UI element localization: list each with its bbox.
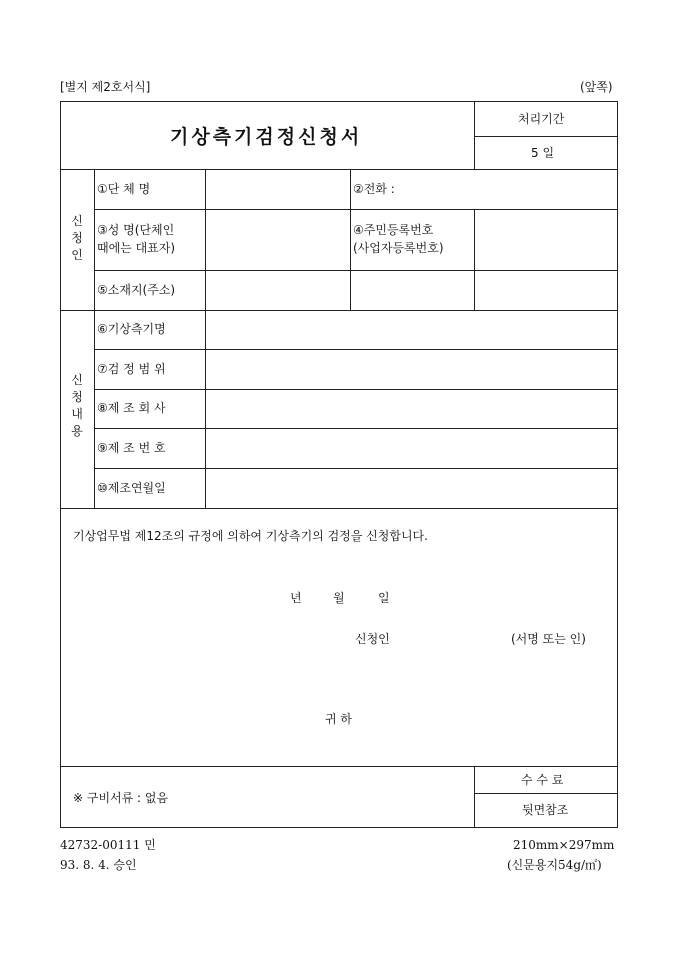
row-line — [94, 209, 618, 210]
serial-number-label: ⑨제 조 번 호 — [97, 441, 166, 455]
address-label: ⑤소재지(주소) — [97, 283, 176, 297]
phone-label: ②전화 : — [353, 182, 395, 196]
row-line — [94, 468, 618, 469]
fee-value: 뒷면참조 — [522, 803, 569, 817]
representative-name-label: ③성 명(단체인 — [97, 223, 175, 237]
row-line — [94, 389, 618, 390]
form-title: 기상측기검정신청서 — [170, 126, 363, 148]
paper-type: (신문용지54g/㎡) — [507, 858, 602, 872]
form-number: [별지 제2호서식] — [60, 80, 151, 94]
row-line — [94, 349, 618, 350]
row-line — [94, 270, 618, 271]
required-documents: ※ 구비서류 : 없음 — [73, 791, 169, 805]
fee-label: 수 수 료 — [521, 773, 564, 787]
period-divider — [474, 136, 618, 137]
row-line — [94, 428, 618, 429]
signature-label: (서명 또는 인) — [511, 632, 586, 646]
footer-line — [60, 766, 618, 767]
manufacture-date-label: ⑩제조연월일 — [97, 481, 166, 495]
form-code: 42732-00111 민 — [60, 838, 156, 852]
section-line — [60, 508, 618, 509]
signer-label: 신청인 — [355, 632, 390, 646]
approval-date: 93. 8. 4. 승인 — [60, 858, 137, 872]
manufacturer-label: ⑧제 조 회 사 — [97, 401, 166, 415]
date-year-label: 년 — [290, 591, 302, 605]
date-day-label: 일 — [378, 591, 390, 605]
applicant-right-divider — [474, 209, 475, 310]
label-divider — [205, 169, 206, 509]
group-name-label: ①단 체 명 — [97, 182, 151, 196]
resident-number-label: ④주민등록번호 — [353, 223, 434, 237]
section-line — [60, 310, 618, 311]
business-number-label: (사업자등록번호) — [353, 241, 444, 255]
processing-period-value: 5 일 — [531, 146, 555, 160]
fee-divider — [474, 766, 475, 828]
title-bottom-line — [60, 169, 618, 170]
applicant-section-label: 신청인 — [71, 214, 83, 262]
instrument-name-label: ⑥기상측기명 — [97, 322, 166, 336]
inspection-range-label: ⑦검 정 범 위 — [97, 362, 166, 376]
declaration-text: 기상업무법 제12조의 규정에 의하여 기상측기의 검정을 신청합니다. — [73, 529, 428, 543]
content-section-label: 신청내용 — [71, 373, 83, 438]
applicant-mid-divider — [350, 169, 351, 310]
date-month-label: 월 — [333, 591, 345, 605]
processing-period-label: 처리기간 — [518, 112, 565, 126]
paper-size: 210mm×297mm — [513, 838, 615, 852]
fee-mid-line — [474, 793, 618, 794]
addressee-label: 귀 하 — [325, 712, 352, 726]
title-divider — [474, 101, 475, 169]
section-divider — [94, 169, 95, 509]
page-side-label: (앞쪽) — [580, 80, 613, 94]
representative-name-label-cont: 때에는 대표자) — [97, 241, 176, 255]
